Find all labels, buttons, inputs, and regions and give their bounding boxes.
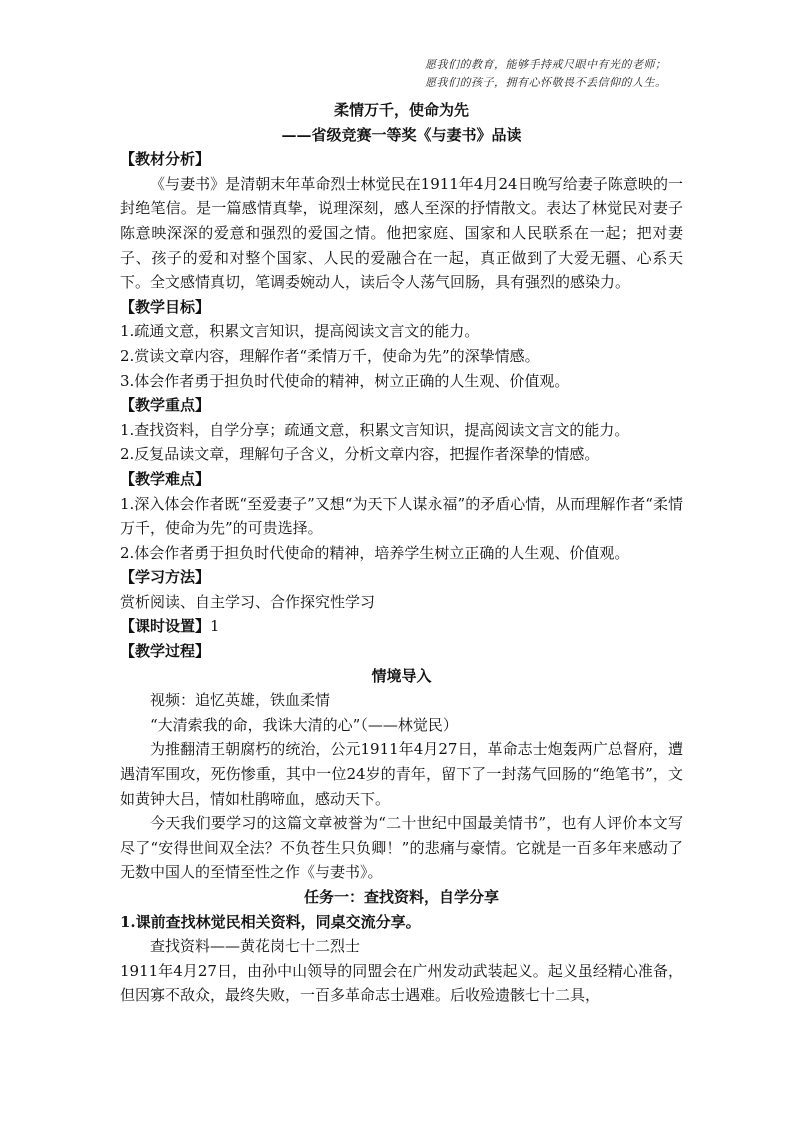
quote-line: “大清索我的命，我诛大清的心”（——林觉民） bbox=[150, 715, 458, 734]
motto-line-1: 愿我们的教育，能够手持戒尺眼中有光的老师； bbox=[425, 58, 667, 71]
difficulty-item: 1.深入体会作者既“至爱妻子”又想“为天下人谋永福”的矛盾心情，从而理解作者“柔情万千，使命为先”的可贵选择。 bbox=[120, 494, 683, 538]
section-heading-analysis: 【教材分析】 bbox=[120, 150, 211, 169]
video-line: 视频：追忆英雄，铁血柔情 bbox=[150, 691, 331, 710]
goal-item: 3.体会作者勇于担负时代使命的精神，树立正确的人生观、价值观。 bbox=[120, 371, 570, 390]
hours-heading-label: 【课时设置】 bbox=[120, 617, 211, 636]
task1-item: 1.课前查找林觉民相关资料，同桌交流分享。 bbox=[120, 912, 421, 931]
goal-item: 2.赏读文章内容，理解作者“柔情万千，使命为先”的深挚情感。 bbox=[120, 346, 540, 365]
analysis-paragraph: 《与妻书》是清朝末年革命烈士林觉民在1911年4月24日晚写给妻子陈意映的一封绝笔信。是一篇感情真挚，说理深刻，感人至深的抒情散文。表达了林觉民对妻子陈意映深深的爱意和强烈的爱国之情。他把家庭、国家和人民联系在一起；把对妻子、孩子的爱和对整个国家、人民的爱融合在一起，真正做到了大爱无疆、心系天下。全文感情真切，笔调委婉动人，读后令人荡气回肠，具有强烈的感染力。 bbox=[120, 174, 683, 292]
material-text: 1911年4月27日，由孙中山领导的同盟会在广州发动武装起义。起义虽经精心准备，但因寡不敌众，最终失败，一百多革命志士遇难。后收殓遗骸七十二具， bbox=[120, 961, 683, 1005]
task1-heading: 任务一：查找资料，自学分享 bbox=[303, 888, 499, 906]
section-heading-goals: 【教学目标】 bbox=[120, 297, 211, 316]
section-heading-difficulties: 【教学难点】 bbox=[120, 469, 211, 488]
hours-value: 1 bbox=[210, 617, 220, 636]
section-heading-process: 【教学过程】 bbox=[120, 642, 211, 661]
document-title: 柔情万千，使命为先 bbox=[333, 101, 469, 119]
motto-line-2: 愿我们的孩子，拥有心怀敬畏不丢信仰的人生。 bbox=[425, 76, 667, 89]
intro-paragraph-1: 为推翻清王朝腐朽的统治，公元1911年4月27日，革命志士炮轰两广总督府，遭遇清军围攻，死伤惨重，其中一位24岁的青年，留下了一封荡气回肠的“绝笔书”，文如黄钟大吕，情如杜鹃啼血，感动天下。 bbox=[120, 740, 683, 808]
difficulty-item: 2.体会作者勇于担负时代使命的精神，培养学生树立正确的人生观、价值观。 bbox=[120, 543, 630, 562]
section-heading-hours bbox=[120, 614, 683, 639]
keypoint-item: 2.反复品读文章，理解句子含义，分析文章内容，把握作者深挚的情感。 bbox=[120, 445, 600, 464]
material-title: 查找资料——黄花岗七十二烈士 bbox=[150, 937, 361, 956]
document-subtitle: ——省级竞赛一等奖《与妻书》品读 bbox=[281, 125, 522, 144]
intro-paragraph-2: 今天我们要学习的这篇文章被誉为“二十世纪中国最美情书”，也有人评价本文写尽了“安得世间双全法？不负苍生只负卿！”的悲痛与豪情。它就是一百多年来感动了无数中国人的至情至性之作《与妻书》。 bbox=[120, 814, 683, 882]
document-body bbox=[120, 98, 683, 1008]
section-heading-methods: 【学习方法】 bbox=[120, 568, 211, 587]
goal-item: 1.疏通文意，积累文言知识，提高阅读文言文的能力。 bbox=[120, 322, 480, 341]
methods-text: 赏析阅读、自主学习、合作探究性学习 bbox=[120, 592, 376, 611]
keypoint-item: 1.查找资料，自学分享；疏通文意，积累文言知识，提高阅读文言文的能力。 bbox=[120, 420, 630, 439]
intro-heading: 情境导入 bbox=[371, 666, 432, 685]
section-heading-keypoints: 【教学重点】 bbox=[120, 396, 211, 415]
header-motto bbox=[425, 56, 685, 92]
